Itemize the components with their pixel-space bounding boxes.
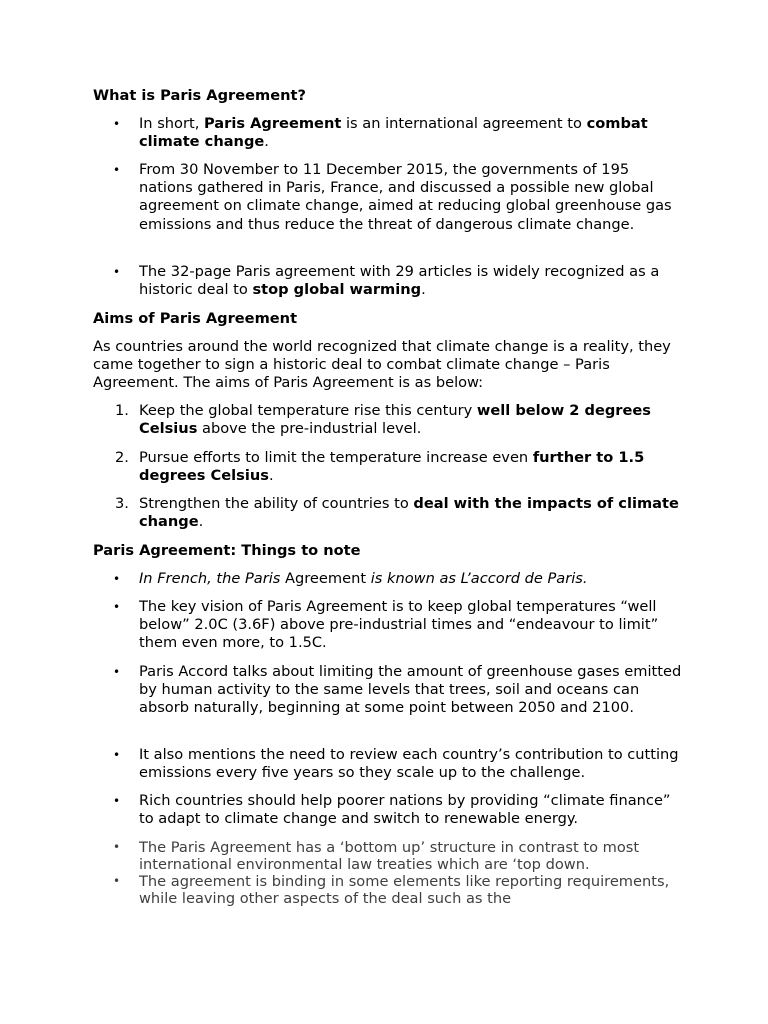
aims-item: 3. Strengthen the ability of countries to deal with the impacts of climate change. (115, 495, 679, 531)
aims-list-1 (93, 402, 683, 438)
aims-item: 1. Keep the global temperature rise this century well below 2 degrees Celsius above the pre-industrial level. (115, 402, 651, 438)
bold-text: Paris Agreement (203, 115, 342, 132)
aims-item: 2. Pursue efforts to limit the temperature increase even further to 1.5 degrees Celsius. (115, 449, 645, 485)
note-list-3 (93, 663, 683, 718)
bold-text: combat climate change (139, 115, 648, 151)
aims-list-2 (93, 449, 683, 485)
note-list-1 (93, 570, 683, 588)
aims-intro: As countries around the world recognized that climate change is a reality, they came together to sign a historic deal to combat climate change – Paris Agreement. The aims of Paris Agreement is as below: (93, 338, 671, 392)
list-item: • In French, the Paris Agreement is known as L’accord de Paris. (93, 570, 683, 588)
bold-text: well below 2 degrees Celsius (139, 402, 651, 438)
note-list-4 (93, 746, 683, 782)
list-item: • It also mentions the need to review each country’s contribution to cutting emissions every five years so they scale up to the challenge. (93, 746, 683, 782)
bold-text: further to 1.5 degrees Celsius (139, 449, 645, 485)
list-item: • Rich countries should help poorer nations by providing “climate finance” to adapt to climate change and switch to renewable energy. (93, 792, 683, 828)
what-is-list-2 (93, 161, 683, 234)
list-item: • The agreement is binding in some elements like reporting requirements, while leaving other aspects of the deal such as the (93, 873, 683, 907)
bold-text: stop global warming (252, 281, 422, 299)
heading-things-to-note: Paris Agreement: Things to note (93, 542, 361, 559)
heading-aims: Aims of Paris Agreement (93, 310, 298, 327)
list-item: • From 30 November to 11 December 2015, the governments of 195 nations gathered in Paris, France, and discussed a possible new global agreement on climate change, aimed at reducing global greenhouse gas emissions and thus reduce the threat of dangerous climate change. (93, 161, 683, 234)
note-list-6 (93, 839, 683, 873)
bold-text: deal with the impacts of climate change (139, 495, 679, 531)
aims-list-3 (93, 495, 683, 531)
list-item: • The 32-page Paris agreement with 29 articles is widely recognized as a historic deal to stop global warming. (93, 263, 683, 299)
list-item: • Paris Accord talks about limiting the amount of greenhouse gases emitted by human activity to the same levels that trees, soil and oceans can absorb naturally, beginning at some point between 2050 and 2100. (93, 663, 683, 718)
what-is-list-3 (93, 263, 683, 299)
list-item: • In short, Paris Agreement is an international agreement to combat climate change. (93, 115, 683, 151)
list-item: • The key vision of Paris Agreement is to keep global temperatures “well below” 2.0C (3.6F) above pre-industrial times and “endeavour to limit” them even more, to 1.5C. (93, 598, 683, 653)
note-list-5 (93, 792, 683, 828)
note-list-7 (93, 873, 683, 907)
what-is-list (93, 115, 683, 151)
note-list-2 (93, 598, 683, 653)
heading-what-is: What is Paris Agreement? (93, 87, 306, 104)
list-item: • The Paris Agreement has a ‘bottom up’ structure in contrast to most international environmental law treaties which are ‘top down. (93, 839, 683, 873)
